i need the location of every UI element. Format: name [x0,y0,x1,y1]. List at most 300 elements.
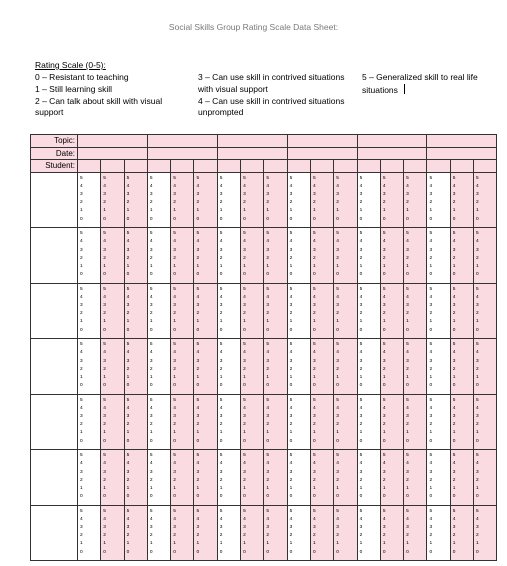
rating-value-3[interactable]: 3 [266,247,270,253]
rating-value-3[interactable]: 3 [103,192,106,198]
rating-value-3[interactable]: 3 [219,303,223,309]
rating-value-5[interactable]: 5 [312,231,316,237]
rating-value-0[interactable]: 0 [196,494,200,500]
rating-value-0[interactable]: 0 [429,549,433,555]
rating-value-4[interactable]: 4 [80,183,83,189]
rating-value-5[interactable]: 5 [289,231,293,237]
rating-scale-cell[interactable] [427,283,450,339]
rating-scale-cell[interactable] [78,339,101,395]
rating-value-2[interactable]: 2 [103,311,106,317]
rating-value-3[interactable]: 3 [126,192,130,198]
rating-value-4[interactable]: 4 [359,294,363,300]
rating-value-5[interactable]: 5 [359,175,363,181]
rating-scale-cell[interactable] [78,172,101,228]
rating-value-3[interactable]: 3 [429,358,433,364]
rating-value-5[interactable]: 5 [476,231,479,237]
rating-value-0[interactable]: 0 [452,549,456,555]
rating-value-5[interactable]: 5 [429,175,433,181]
rating-value-2[interactable]: 2 [359,477,363,483]
rating-scale-cell[interactable] [404,505,427,561]
rating-value-5[interactable]: 5 [406,397,409,403]
rating-value-2[interactable]: 2 [476,311,479,317]
rating-scale-cell[interactable] [450,394,473,450]
rating-value-5[interactable]: 5 [312,342,316,348]
rating-scale-cell[interactable] [171,172,194,228]
rating-value-1[interactable]: 1 [406,319,409,325]
rating-value-4[interactable]: 4 [149,516,153,522]
rating-value-3[interactable]: 3 [429,414,433,420]
legend-item-5[interactable]: 5 – Generalized skill to real life situations [362,72,478,95]
rating-value-5[interactable]: 5 [219,231,223,237]
rating-value-4[interactable]: 4 [80,294,83,300]
rating-value-2[interactable]: 2 [289,311,293,317]
rating-value-4[interactable]: 4 [289,350,293,356]
topic-field-session-2[interactable] [147,135,217,148]
rating-value-2[interactable]: 2 [289,255,293,261]
rating-value-2[interactable]: 2 [266,533,270,539]
student-name-field[interactable] [31,339,78,395]
rating-value-2[interactable]: 2 [429,366,433,372]
rating-scale-cell[interactable] [171,394,194,450]
rating-value-1[interactable]: 1 [312,208,316,214]
rating-scale-cell[interactable] [310,339,333,395]
rating-scale-cell[interactable] [474,228,497,284]
rating-value-5[interactable]: 5 [80,453,83,459]
rating-value-0[interactable]: 0 [382,438,386,444]
rating-value-1[interactable]: 1 [80,319,83,325]
rating-value-1[interactable]: 1 [126,541,130,547]
rating-scale-cell[interactable] [171,339,194,395]
rating-value-2[interactable]: 2 [452,255,456,261]
rating-value-5[interactable]: 5 [243,286,246,292]
rating-value-3[interactable]: 3 [266,469,270,475]
rating-value-4[interactable]: 4 [196,461,200,467]
rating-scale-cell[interactable] [427,172,450,228]
rating-value-2[interactable]: 2 [312,255,316,261]
rating-value-4[interactable]: 4 [452,183,456,189]
rating-scale-cell[interactable] [357,394,380,450]
rating-value-0[interactable]: 0 [312,327,316,333]
rating-value-2[interactable]: 2 [452,477,456,483]
rating-scale-cell[interactable] [124,394,147,450]
rating-value-5[interactable]: 5 [80,397,83,403]
rating-value-2[interactable]: 2 [219,366,223,372]
rating-value-5[interactable]: 5 [196,286,200,292]
rating-value-5[interactable]: 5 [173,175,176,181]
rating-value-4[interactable]: 4 [173,239,176,245]
rating-value-1[interactable]: 1 [382,319,386,325]
rating-value-3[interactable]: 3 [126,247,130,253]
rating-value-4[interactable]: 4 [312,516,316,522]
rating-value-0[interactable]: 0 [289,216,293,222]
rating-value-5[interactable]: 5 [266,286,270,292]
rating-scale-cell[interactable] [380,505,403,561]
rating-scale-cell[interactable] [404,228,427,284]
rating-value-1[interactable]: 1 [359,208,363,214]
rating-value-5[interactable]: 5 [80,508,83,514]
rating-value-1[interactable]: 1 [429,374,433,380]
rating-value-1[interactable]: 1 [219,374,223,380]
rating-value-0[interactable]: 0 [80,216,83,222]
rating-scale-cell[interactable] [474,394,497,450]
rating-value-1[interactable]: 1 [196,263,200,269]
rating-value-1[interactable]: 1 [126,430,130,436]
rating-value-5[interactable]: 5 [80,175,83,181]
rating-scale-cell[interactable] [101,450,124,506]
rating-value-5[interactable]: 5 [382,508,386,514]
rating-value-4[interactable]: 4 [266,183,270,189]
rating-value-5[interactable]: 5 [406,508,409,514]
rating-value-3[interactable]: 3 [406,525,409,531]
rating-value-0[interactable]: 0 [336,272,339,278]
rating-value-2[interactable]: 2 [243,422,246,428]
rating-value-4[interactable]: 4 [243,294,246,300]
rating-scale-cell[interactable] [78,450,101,506]
rating-value-4[interactable]: 4 [126,516,130,522]
rating-value-3[interactable]: 3 [382,358,386,364]
rating-value-5[interactable]: 5 [219,175,223,181]
rating-value-3[interactable]: 3 [219,525,223,531]
rating-scale-cell[interactable] [287,172,310,228]
rating-value-1[interactable]: 1 [126,319,130,325]
rating-value-4[interactable]: 4 [289,183,293,189]
rating-scale-cell[interactable] [241,450,264,506]
rating-scale-cell[interactable] [380,394,403,450]
rating-value-0[interactable]: 0 [476,494,479,500]
rating-value-4[interactable]: 4 [173,405,176,411]
rating-scale-cell[interactable] [474,505,497,561]
rating-value-0[interactable]: 0 [219,494,223,500]
rating-scale-cell[interactable] [334,450,357,506]
rating-value-5[interactable]: 5 [266,397,270,403]
rating-value-5[interactable]: 5 [173,231,176,237]
rating-value-1[interactable]: 1 [243,319,246,325]
rating-scale-cell[interactable] [310,450,333,506]
rating-value-4[interactable]: 4 [359,239,363,245]
rating-scale-cell[interactable] [450,339,473,395]
rating-value-4[interactable]: 4 [312,183,316,189]
rating-value-3[interactable]: 3 [289,192,293,198]
rating-value-2[interactable]: 2 [382,422,386,428]
rating-value-5[interactable]: 5 [429,508,433,514]
date-field-session-4[interactable] [287,147,357,160]
rating-value-2[interactable]: 2 [173,200,176,206]
rating-value-2[interactable]: 2 [80,533,83,539]
rating-value-4[interactable]: 4 [289,461,293,467]
rating-scale-cell[interactable] [171,505,194,561]
rating-value-3[interactable]: 3 [359,414,363,420]
rating-value-1[interactable]: 1 [149,541,153,547]
rating-value-3[interactable]: 3 [243,469,246,475]
rating-value-3[interactable]: 3 [312,358,316,364]
rating-value-1[interactable]: 1 [406,541,409,547]
rating-value-5[interactable]: 5 [126,453,130,459]
rating-value-2[interactable]: 2 [196,422,200,428]
rating-value-0[interactable]: 0 [173,549,176,555]
rating-value-3[interactable]: 3 [452,303,456,309]
rating-value-3[interactable]: 3 [80,414,83,420]
rating-value-2[interactable]: 2 [429,477,433,483]
rating-value-5[interactable]: 5 [243,397,246,403]
rating-value-1[interactable]: 1 [429,263,433,269]
rating-value-0[interactable]: 0 [219,383,223,389]
rating-value-3[interactable]: 3 [266,525,270,531]
rating-value-4[interactable]: 4 [103,516,106,522]
rating-value-3[interactable]: 3 [80,192,83,198]
rating-value-4[interactable]: 4 [429,183,433,189]
rating-value-0[interactable]: 0 [103,438,106,444]
rating-value-1[interactable]: 1 [80,263,83,269]
rating-scale-cell[interactable] [287,339,310,395]
rating-value-1[interactable]: 1 [173,430,176,436]
rating-scale-cell[interactable] [450,228,473,284]
rating-value-5[interactable]: 5 [336,231,339,237]
rating-value-2[interactable]: 2 [289,422,293,428]
rating-value-4[interactable]: 4 [149,405,153,411]
rating-value-3[interactable]: 3 [476,358,479,364]
date-field-session-5[interactable] [357,147,427,160]
rating-value-4[interactable]: 4 [219,183,223,189]
rating-scale-cell[interactable] [427,228,450,284]
student-name-field[interactable] [31,228,78,284]
rating-value-1[interactable]: 1 [312,430,316,436]
rating-value-3[interactable]: 3 [336,525,339,531]
rating-value-0[interactable]: 0 [219,549,223,555]
rating-value-3[interactable]: 3 [149,358,153,364]
rating-value-2[interactable]: 2 [382,533,386,539]
rating-value-2[interactable]: 2 [429,255,433,261]
rating-value-5[interactable]: 5 [173,397,176,403]
rating-value-2[interactable]: 2 [312,477,316,483]
rating-value-0[interactable]: 0 [243,383,246,389]
rating-value-5[interactable]: 5 [289,342,293,348]
rating-value-3[interactable]: 3 [243,358,246,364]
rating-scale-cell[interactable] [101,394,124,450]
rating-value-4[interactable]: 4 [149,183,153,189]
rating-value-0[interactable]: 0 [476,272,479,278]
rating-value-2[interactable]: 2 [289,200,293,206]
rating-value-0[interactable]: 0 [243,549,246,555]
rating-value-5[interactable]: 5 [382,453,386,459]
rating-value-0[interactable]: 0 [289,494,293,500]
rating-value-3[interactable]: 3 [80,469,83,475]
rating-value-4[interactable]: 4 [429,239,433,245]
rating-value-3[interactable]: 3 [103,414,106,420]
rating-scale-cell[interactable] [264,450,287,506]
rating-value-0[interactable]: 0 [103,327,106,333]
rating-scale-cell[interactable] [101,172,124,228]
rating-value-0[interactable]: 0 [476,549,479,555]
rating-value-1[interactable]: 1 [243,374,246,380]
rating-value-4[interactable]: 4 [80,239,83,245]
rating-value-3[interactable]: 3 [196,192,200,198]
rating-value-4[interactable]: 4 [382,294,386,300]
rating-value-3[interactable]: 3 [359,303,363,309]
rating-scale-cell[interactable] [404,172,427,228]
rating-value-1[interactable]: 1 [173,263,176,269]
rating-value-3[interactable]: 3 [103,469,106,475]
rating-value-3[interactable]: 3 [80,525,83,531]
rating-scale-cell[interactable] [380,172,403,228]
rating-value-5[interactable]: 5 [266,342,270,348]
rating-value-4[interactable]: 4 [173,516,176,522]
rating-value-4[interactable]: 4 [196,516,200,522]
rating-value-3[interactable]: 3 [359,469,363,475]
rating-value-3[interactable]: 3 [382,525,386,531]
rating-value-3[interactable]: 3 [80,247,83,253]
rating-value-1[interactable]: 1 [382,485,386,491]
rating-value-4[interactable]: 4 [219,294,223,300]
rating-value-1[interactable]: 1 [196,430,200,436]
rating-value-0[interactable]: 0 [429,216,433,222]
rating-value-4[interactable]: 4 [149,350,153,356]
rating-value-1[interactable]: 1 [476,319,479,325]
rating-scale-cell[interactable] [404,339,427,395]
rating-value-4[interactable]: 4 [103,183,106,189]
rating-value-1[interactable]: 1 [243,263,246,269]
rating-scale-cell[interactable] [147,450,170,506]
rating-value-3[interactable]: 3 [289,525,293,531]
rating-scale-cell[interactable] [474,283,497,339]
rating-value-1[interactable]: 1 [476,541,479,547]
rating-value-3[interactable]: 3 [289,469,293,475]
rating-scale-cell[interactable] [101,505,124,561]
rating-value-0[interactable]: 0 [336,216,339,222]
rating-value-3[interactable]: 3 [452,414,456,420]
rating-value-2[interactable]: 2 [243,366,246,372]
rating-value-5[interactable]: 5 [289,397,293,403]
rating-value-4[interactable]: 4 [336,516,339,522]
rating-value-4[interactable]: 4 [406,294,409,300]
rating-scale-cell[interactable] [241,172,264,228]
rating-value-1[interactable]: 1 [149,208,153,214]
rating-value-5[interactable]: 5 [359,286,363,292]
rating-value-5[interactable]: 5 [312,397,316,403]
rating-value-5[interactable]: 5 [80,342,83,348]
rating-value-0[interactable]: 0 [126,383,130,389]
rating-value-3[interactable]: 3 [149,247,153,253]
rating-value-3[interactable]: 3 [266,358,270,364]
rating-scale-cell[interactable] [334,228,357,284]
rating-value-1[interactable]: 1 [476,430,479,436]
rating-value-3[interactable]: 3 [312,414,316,420]
rating-value-2[interactable]: 2 [219,255,223,261]
rating-value-5[interactable]: 5 [103,342,106,348]
student-name-field[interactable] [31,283,78,339]
rating-value-3[interactable]: 3 [429,192,433,198]
rating-value-1[interactable]: 1 [312,485,316,491]
rating-scale-cell[interactable] [427,450,450,506]
rating-value-0[interactable]: 0 [266,383,270,389]
rating-value-5[interactable]: 5 [429,231,433,237]
rating-value-1[interactable]: 1 [103,485,106,491]
rating-value-1[interactable]: 1 [382,263,386,269]
rating-value-3[interactable]: 3 [359,247,363,253]
rating-value-4[interactable]: 4 [103,405,106,411]
rating-scale-cell[interactable] [264,339,287,395]
rating-value-3[interactable]: 3 [149,303,153,309]
rating-value-4[interactable]: 4 [429,516,433,522]
rating-value-0[interactable]: 0 [243,327,246,333]
rating-value-2[interactable]: 2 [406,255,409,261]
rating-value-0[interactable]: 0 [406,216,409,222]
rating-value-3[interactable]: 3 [173,192,176,198]
rating-value-1[interactable]: 1 [173,485,176,491]
rating-value-4[interactable]: 4 [312,350,316,356]
rating-scale-cell[interactable] [241,505,264,561]
rating-value-2[interactable]: 2 [359,366,363,372]
rating-value-5[interactable]: 5 [452,342,456,348]
rating-value-5[interactable]: 5 [266,231,270,237]
rating-value-4[interactable]: 4 [266,294,270,300]
rating-value-2[interactable]: 2 [312,533,316,539]
rating-scale-cell[interactable] [427,339,450,395]
rating-value-5[interactable]: 5 [149,231,153,237]
rating-value-1[interactable]: 1 [266,263,270,269]
rating-value-5[interactable]: 5 [196,231,200,237]
rating-value-4[interactable]: 4 [196,405,200,411]
rating-value-5[interactable]: 5 [382,175,386,181]
rating-value-5[interactable]: 5 [103,397,106,403]
rating-value-3[interactable]: 3 [103,358,106,364]
rating-value-0[interactable]: 0 [289,549,293,555]
rating-value-4[interactable]: 4 [126,461,130,467]
rating-value-4[interactable]: 4 [103,239,106,245]
rating-value-3[interactable]: 3 [219,358,223,364]
rating-value-2[interactable]: 2 [196,255,200,261]
rating-scale-cell[interactable] [147,283,170,339]
rating-scale-cell[interactable] [450,450,473,506]
rating-value-0[interactable]: 0 [406,327,409,333]
rating-value-5[interactable]: 5 [312,508,316,514]
rating-value-3[interactable]: 3 [359,358,363,364]
rating-value-4[interactable]: 4 [149,461,153,467]
rating-value-0[interactable]: 0 [429,438,433,444]
rating-value-2[interactable]: 2 [103,533,106,539]
rating-value-1[interactable]: 1 [80,430,83,436]
rating-value-4[interactable]: 4 [243,405,246,411]
topic-field-session-6[interactable] [427,135,497,148]
rating-value-5[interactable]: 5 [103,231,106,237]
rating-value-1[interactable]: 1 [289,485,293,491]
rating-scale-cell[interactable] [217,339,240,395]
rating-value-2[interactable]: 2 [196,311,200,317]
rating-scale-cell[interactable] [171,228,194,284]
rating-value-1[interactable]: 1 [429,485,433,491]
rating-value-1[interactable]: 1 [336,208,339,214]
rating-value-3[interactable]: 3 [312,525,316,531]
rating-value-3[interactable]: 3 [382,192,386,198]
rating-value-4[interactable]: 4 [196,183,200,189]
rating-value-0[interactable]: 0 [382,216,386,222]
rating-value-2[interactable]: 2 [312,422,316,428]
rating-value-0[interactable]: 0 [103,494,106,500]
rating-value-3[interactable]: 3 [243,303,246,309]
rating-value-4[interactable]: 4 [336,461,339,467]
rating-value-4[interactable]: 4 [336,350,339,356]
rating-value-0[interactable]: 0 [406,494,409,500]
rating-value-5[interactable]: 5 [149,508,153,514]
rating-value-0[interactable]: 0 [80,272,83,278]
rating-value-1[interactable]: 1 [196,374,200,380]
rating-value-0[interactable]: 0 [103,549,106,555]
rating-value-5[interactable]: 5 [196,397,200,403]
rating-value-3[interactable]: 3 [452,469,456,475]
rating-value-5[interactable]: 5 [126,342,130,348]
rating-value-3[interactable]: 3 [219,192,223,198]
rating-scale-cell[interactable] [241,283,264,339]
rating-value-1[interactable]: 1 [219,208,223,214]
